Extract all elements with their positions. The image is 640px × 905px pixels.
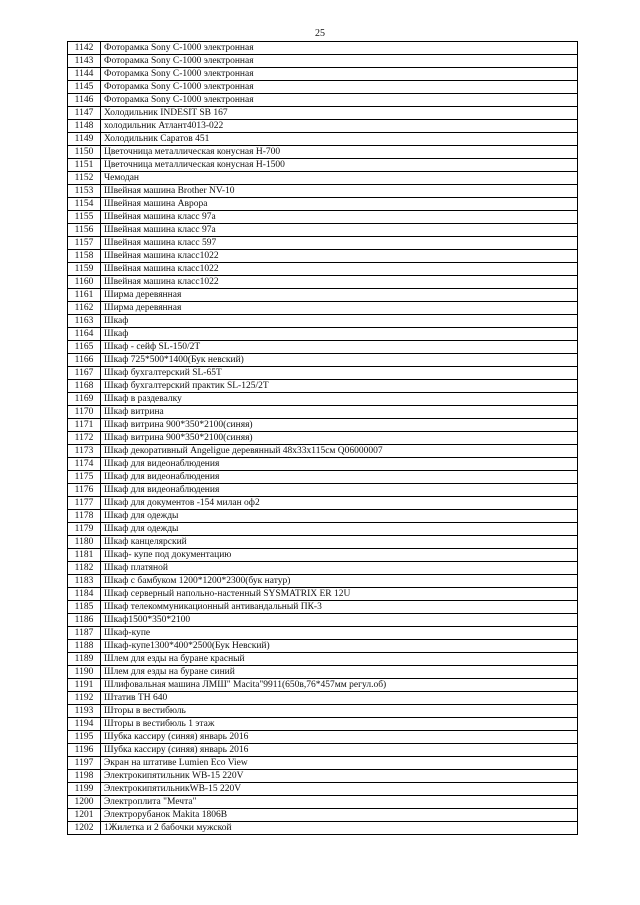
item-name: Швейная машина класс 597 — [101, 237, 578, 250]
row-number: 1182 — [68, 562, 101, 575]
item-name: Шкаф- купе под документацию — [101, 549, 578, 562]
item-name: Шкаф1500*350*2100 — [101, 614, 578, 627]
row-number: 1183 — [68, 575, 101, 588]
table-row — [68, 250, 578, 263]
row-number: 1179 — [68, 523, 101, 536]
item-name: Ширма деревянная — [101, 302, 578, 315]
row-number: 1152 — [68, 172, 101, 185]
table-row — [68, 276, 578, 289]
table-row — [68, 549, 578, 562]
item-name: Шкаф витрина 900*350*2100(синяя) — [101, 432, 578, 445]
row-number: 1161 — [68, 289, 101, 302]
item-name: Шкаф витрина — [101, 406, 578, 419]
table-row — [68, 328, 578, 341]
row-number: 1156 — [68, 224, 101, 237]
table-row — [68, 94, 578, 107]
item-name: Шторы в вестибюль 1 этаж — [101, 718, 578, 731]
table-row — [68, 393, 578, 406]
row-number: 1187 — [68, 627, 101, 640]
row-number: 1189 — [68, 653, 101, 666]
row-number: 1147 — [68, 107, 101, 120]
item-name: Холодильник Саратов 451 — [101, 133, 578, 146]
row-number: 1157 — [68, 237, 101, 250]
item-name: Шкаф серверный напольно-настенный SYSMATRIX ER 12U — [101, 588, 578, 601]
row-number: 1178 — [68, 510, 101, 523]
row-number: 1199 — [68, 783, 101, 796]
item-name: Шкаф-купе — [101, 627, 578, 640]
item-name: Шкаф платяной — [101, 562, 578, 575]
item-name: Шкаф - сейф SL-150/2T — [101, 341, 578, 354]
item-name: Шкаф бухгалтерский SL-65T — [101, 367, 578, 380]
item-name: Шкаф для одежды — [101, 523, 578, 536]
table-row — [68, 809, 578, 822]
item-name: Экран на штативе Lumien Eco View — [101, 757, 578, 770]
row-number: 1154 — [68, 198, 101, 211]
row-number: 1164 — [68, 328, 101, 341]
item-name: Электроплита "Мечта" — [101, 796, 578, 809]
item-name: Фоторамка Sony C-1000 электронная — [101, 81, 578, 94]
table-row — [68, 822, 578, 835]
item-name: Швейная машина класс1022 — [101, 263, 578, 276]
row-number: 1145 — [68, 81, 101, 94]
row-number: 1194 — [68, 718, 101, 731]
table-row — [68, 406, 578, 419]
table-row — [68, 432, 578, 445]
table-row — [68, 536, 578, 549]
item-name: Шторы в вестибюль — [101, 705, 578, 718]
item-name: Шкаф для видеонаблюдения — [101, 484, 578, 497]
table-row — [68, 692, 578, 705]
item-name: Штатив TH 640 — [101, 692, 578, 705]
table-row — [68, 796, 578, 809]
table-row — [68, 770, 578, 783]
row-number: 1150 — [68, 146, 101, 159]
row-number: 1200 — [68, 796, 101, 809]
table-row — [68, 367, 578, 380]
table-row — [68, 263, 578, 276]
table-row — [68, 744, 578, 757]
item-name: Электрокипятильник WB-15 220V — [101, 770, 578, 783]
item-name: Цветочница металлическая конусная Н-1500 — [101, 159, 578, 172]
table-row — [68, 562, 578, 575]
row-number: 1188 — [68, 640, 101, 653]
table-row — [68, 601, 578, 614]
row-number: 1173 — [68, 445, 101, 458]
table-row — [68, 718, 578, 731]
row-number: 1159 — [68, 263, 101, 276]
row-number: 1148 — [68, 120, 101, 133]
row-number: 1181 — [68, 549, 101, 562]
table-row — [68, 172, 578, 185]
table-row — [68, 640, 578, 653]
row-number: 1175 — [68, 471, 101, 484]
row-number: 1197 — [68, 757, 101, 770]
item-name: Цветочница металлическая конусная Н-700 — [101, 146, 578, 159]
item-name: Швейная машина Brother NV-10 — [101, 185, 578, 198]
item-name: Шкаф в раздевалку — [101, 393, 578, 406]
table-row — [68, 289, 578, 302]
item-name: Шкаф декоративный Angeligue деревянный 48x33x115см Q06000007 — [101, 445, 578, 458]
table-row — [68, 484, 578, 497]
item-name: Шкаф для видеонаблюдения — [101, 471, 578, 484]
table-row — [68, 471, 578, 484]
item-name: Шкаф канцелярский — [101, 536, 578, 549]
item-name: Фоторамка Sony C-1000 электронная — [101, 55, 578, 68]
table-row — [68, 42, 578, 55]
row-number: 1201 — [68, 809, 101, 822]
table-row — [68, 614, 578, 627]
row-number: 1176 — [68, 484, 101, 497]
row-number: 1174 — [68, 458, 101, 471]
table-row — [68, 315, 578, 328]
item-name: Шкаф с бамбуком 1200*1200*2300(бук натур) — [101, 575, 578, 588]
inventory-table — [67, 41, 578, 835]
table-row — [68, 445, 578, 458]
row-number: 1195 — [68, 731, 101, 744]
item-name: Шлем для езды на буране красный — [101, 653, 578, 666]
table-row — [68, 419, 578, 432]
row-number: 1198 — [68, 770, 101, 783]
table-row — [68, 159, 578, 172]
table-row — [68, 783, 578, 796]
item-name: Шубка кассиру (синяя) январь 2016 — [101, 731, 578, 744]
row-number: 1155 — [68, 211, 101, 224]
row-number: 1151 — [68, 159, 101, 172]
item-name: Шлем для езды на буране синий — [101, 666, 578, 679]
table-row — [68, 55, 578, 68]
table-row — [68, 211, 578, 224]
table-row — [68, 380, 578, 393]
item-name: ЭлектрокипятильникWB-15 220V — [101, 783, 578, 796]
table-row — [68, 510, 578, 523]
row-number: 1202 — [68, 822, 101, 835]
table-row — [68, 588, 578, 601]
row-number: 1160 — [68, 276, 101, 289]
row-number: 1192 — [68, 692, 101, 705]
table-row — [68, 354, 578, 367]
row-number: 1193 — [68, 705, 101, 718]
row-number: 1162 — [68, 302, 101, 315]
item-name: Фоторамка Sony C-1000 электронная — [101, 68, 578, 81]
table-row — [68, 185, 578, 198]
row-number: 1149 — [68, 133, 101, 146]
item-name: Шкаф для документов -154 милан оф2 — [101, 497, 578, 510]
item-name: холодильник Атлант4013-022 — [101, 120, 578, 133]
item-name: Швейная машина Аврора — [101, 198, 578, 211]
row-number: 1142 — [68, 42, 101, 55]
item-name: Шкаф — [101, 328, 578, 341]
table-row — [68, 497, 578, 510]
table-row — [68, 302, 578, 315]
item-name: Шкаф телекоммуникационный антивандальный ПК-3 — [101, 601, 578, 614]
item-name: Холодильник INDESIT SB 167 — [101, 107, 578, 120]
table-row — [68, 146, 578, 159]
table-row — [68, 458, 578, 471]
row-number: 1191 — [68, 679, 101, 692]
item-name: Шкаф бухгалтерский практик SL-125/2T — [101, 380, 578, 393]
table-row — [68, 627, 578, 640]
row-number: 1184 — [68, 588, 101, 601]
row-number: 1158 — [68, 250, 101, 263]
row-number: 1163 — [68, 315, 101, 328]
table-row — [68, 523, 578, 536]
inventory-table-body — [68, 42, 578, 835]
table-row — [68, 237, 578, 250]
table-row — [68, 120, 578, 133]
item-name: Швейная машина класс1022 — [101, 250, 578, 263]
item-name: 1Жилетка и 2 бабочки мужской — [101, 822, 578, 835]
table-row — [68, 107, 578, 120]
row-number: 1196 — [68, 744, 101, 757]
table-row — [68, 679, 578, 692]
item-name: Шкаф-купе1300*400*2500(Бук Невский) — [101, 640, 578, 653]
item-name: Шлифовальная машина ЛМШ" Macita"9911(650в,76*457мм регул.об) — [101, 679, 578, 692]
row-number: 1185 — [68, 601, 101, 614]
item-name: Чемодан — [101, 172, 578, 185]
row-number: 1177 — [68, 497, 101, 510]
item-name: Швейная машина класс1022 — [101, 276, 578, 289]
item-name: Шкаф витрина 900*350*2100(синяя) — [101, 419, 578, 432]
table-row — [68, 224, 578, 237]
row-number: 1166 — [68, 354, 101, 367]
row-number: 1172 — [68, 432, 101, 445]
row-number: 1143 — [68, 55, 101, 68]
row-number: 1168 — [68, 380, 101, 393]
row-number: 1180 — [68, 536, 101, 549]
item-name: Шкаф — [101, 315, 578, 328]
table-row — [68, 653, 578, 666]
table-row — [68, 81, 578, 94]
item-name: Шкаф 725*500*1400(Бук невский) — [101, 354, 578, 367]
item-name: Шкаф для одежды — [101, 510, 578, 523]
item-name: Электрорубанок Makita 1806B — [101, 809, 578, 822]
row-number: 1167 — [68, 367, 101, 380]
table-row — [68, 198, 578, 211]
table-row — [68, 666, 578, 679]
item-name: Шкаф для видеонаблюдения — [101, 458, 578, 471]
row-number: 1190 — [68, 666, 101, 679]
item-name: Ширма деревянная — [101, 289, 578, 302]
item-name: Шубка кассиру (синяя) январь 2016 — [101, 744, 578, 757]
item-name: Швейная машина класс 97а — [101, 211, 578, 224]
table-row — [68, 133, 578, 146]
table-row — [68, 731, 578, 744]
table-row — [68, 575, 578, 588]
table-row — [68, 705, 578, 718]
item-name: Фоторамка Sony C-1000 электронная — [101, 42, 578, 55]
row-number: 1186 — [68, 614, 101, 627]
row-number: 1146 — [68, 94, 101, 107]
item-name: Фоторамка Sony C-1000 электронная — [101, 94, 578, 107]
table-row — [68, 68, 578, 81]
item-name: Швейная машина класс 97а — [101, 224, 578, 237]
table-row — [68, 341, 578, 354]
row-number: 1171 — [68, 419, 101, 432]
page-number: 25 — [315, 28, 325, 39]
row-number: 1170 — [68, 406, 101, 419]
row-number: 1153 — [68, 185, 101, 198]
row-number: 1144 — [68, 68, 101, 81]
row-number: 1169 — [68, 393, 101, 406]
row-number: 1165 — [68, 341, 101, 354]
table-row — [68, 757, 578, 770]
